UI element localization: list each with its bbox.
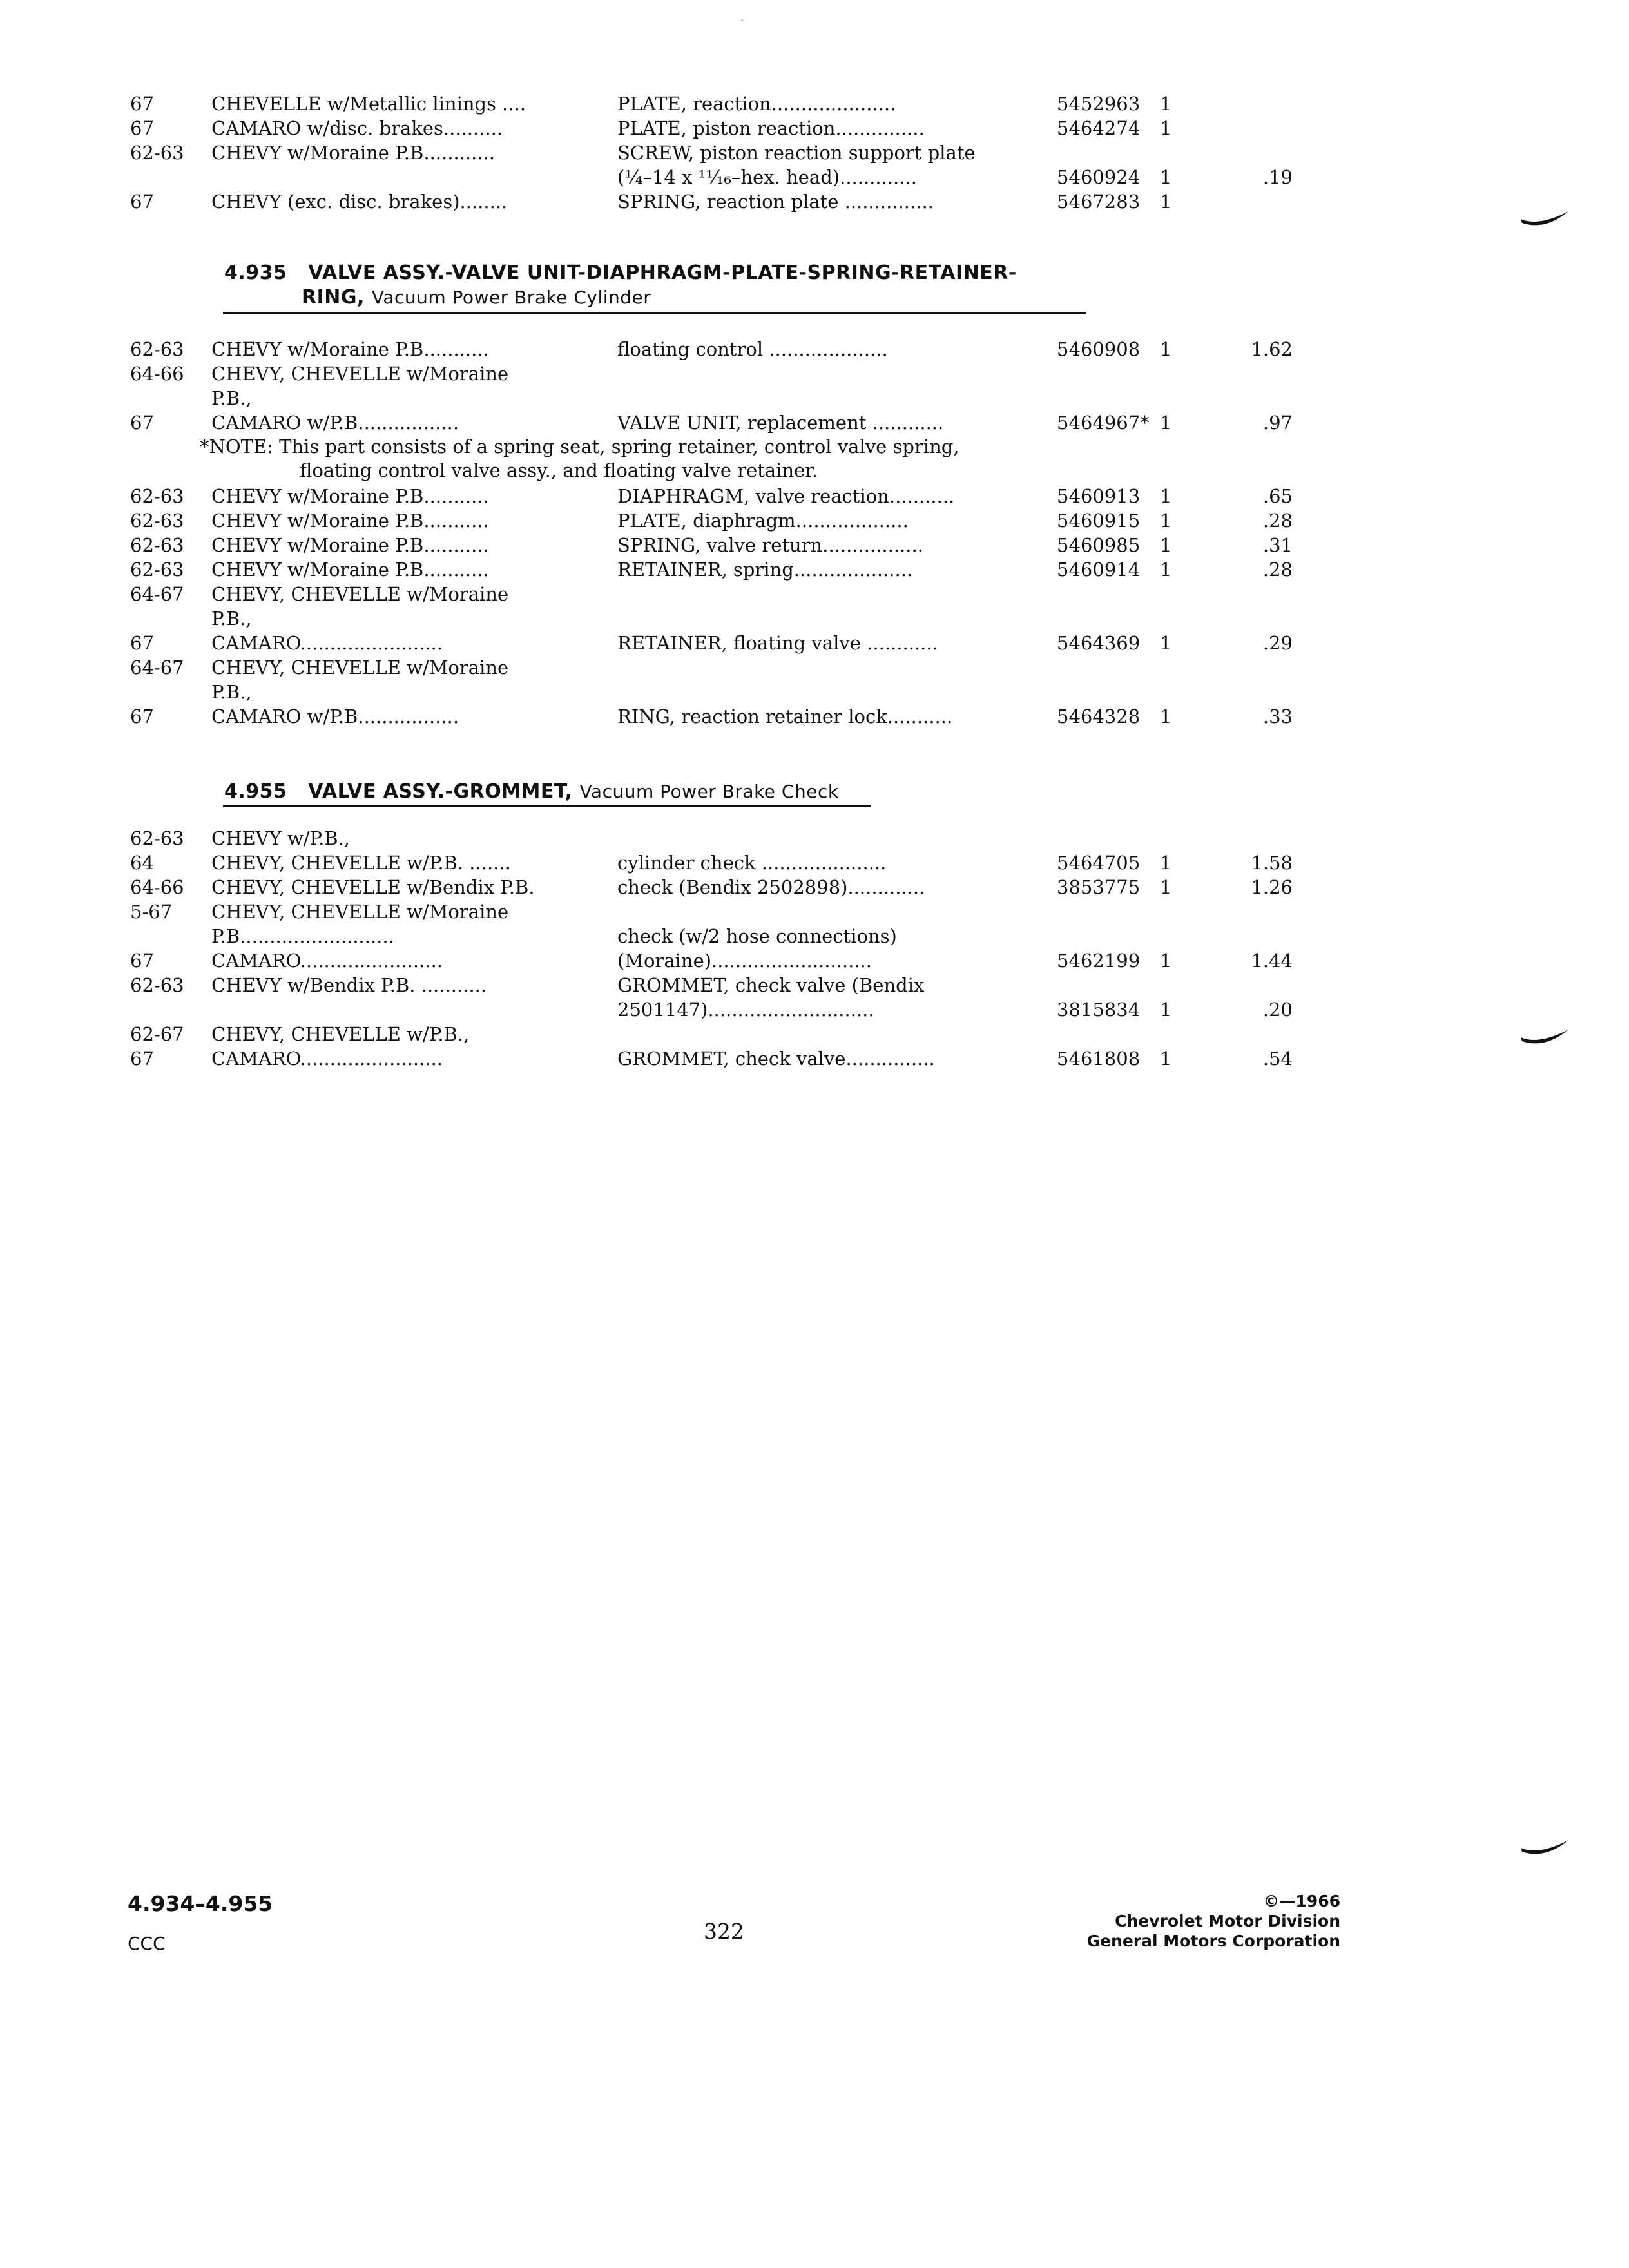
table-row — [0, 680, 1629, 704]
application-cell: CHEVY, CHEVELLE w/Moraine — [211, 657, 509, 678]
part-number-cell: 5464705 — [1057, 852, 1141, 874]
quantity-cell: 1 — [1160, 191, 1172, 213]
table-row — [0, 997, 1629, 1022]
quantity-cell: 1 — [1160, 412, 1172, 434]
year-cell: 64-66 — [130, 876, 184, 898]
price-cell: .20 — [1262, 999, 1293, 1021]
application-cell: CHEVY w/Moraine P.B........... — [211, 338, 489, 360]
quantity-cell: 1 — [1160, 632, 1172, 654]
table-row — [0, 91, 1629, 116]
part-number-cell: 5464274 — [1057, 117, 1141, 139]
table-row — [0, 361, 1629, 386]
quantity-cell: 1 — [1160, 166, 1172, 188]
parts-list-4935-a — [0, 337, 1629, 435]
part-number-cell: 5460913 — [1057, 485, 1141, 507]
parts-list-4935-b — [0, 484, 1629, 729]
table-row — [0, 875, 1629, 899]
year-cell: 62-63 — [130, 827, 184, 849]
table-row — [0, 410, 1629, 435]
description-cell: SPRING, reaction plate ............... — [617, 191, 934, 213]
table-row — [0, 386, 1629, 410]
year-cell: 67 — [130, 632, 154, 654]
part-number-cell: 5467283 — [1057, 191, 1141, 213]
price-cell: .33 — [1262, 706, 1293, 727]
note-text — [200, 435, 959, 483]
part-number-cell: 5460914 — [1057, 559, 1141, 581]
corporation-line: General Motors Corporation — [1086, 1932, 1340, 1950]
application-cell: CHEVY w/Moraine P.B........... — [211, 510, 489, 532]
year-cell: 62-63 — [130, 534, 184, 556]
description-cell: (Moraine)........................... — [617, 950, 872, 972]
quantity-cell: 1 — [1160, 999, 1172, 1021]
section-title-subtitle: Vacuum Power Brake Check — [579, 781, 839, 802]
application-cell: CHEVY w/Moraine P.B........... — [211, 534, 489, 556]
description-cell: RING, reaction retainer lock........... — [617, 706, 953, 727]
description-cell: VALVE UNIT, replacement ............ — [617, 412, 944, 434]
quantity-cell: 1 — [1160, 706, 1172, 727]
table-row — [0, 1046, 1629, 1071]
application-cell: CAMARO w/disc. brakes.......... — [211, 117, 503, 139]
year-cell: 64-66 — [130, 363, 184, 385]
section-heading-4955 — [224, 780, 839, 804]
description-cell: floating control .................... — [617, 338, 888, 360]
part-number-cell: 3853775 — [1057, 876, 1141, 898]
application-cell: CHEVY w/Moraine P.B........... — [211, 485, 489, 507]
price-cell: .28 — [1262, 510, 1293, 532]
part-number-cell: 5460915 — [1057, 510, 1141, 532]
section-title-line2: RING, — [302, 286, 365, 309]
description-cell: GROMMET, check valve............... — [617, 1048, 935, 1070]
application-cell: CHEVY (exc. disc. brakes)........ — [211, 191, 508, 213]
application-cell: CHEVELLE w/Metallic linings .... — [211, 93, 526, 115]
year-cell: 67 — [130, 412, 154, 434]
price-cell: 1.58 — [1251, 852, 1293, 874]
part-number-cell: 5462199 — [1057, 950, 1141, 972]
price-cell: .54 — [1262, 1048, 1293, 1070]
section-rule-4955 — [223, 805, 871, 807]
application-cell: P.B., — [211, 681, 252, 703]
year-cell: 67 — [130, 117, 154, 139]
footer-copyright-block — [1087, 1891, 1340, 1951]
description-cell: check (w/2 hose connections) — [617, 925, 897, 947]
application-cell: P.B., — [211, 387, 252, 409]
application-cell: CHEVY, CHEVELLE w/P.B. ....... — [211, 852, 511, 874]
part-number-cell: 5460908 — [1057, 338, 1141, 360]
part-number-cell: 5464369 — [1057, 632, 1141, 654]
year-cell: 64-67 — [130, 657, 184, 678]
year-cell: 62-63 — [130, 485, 184, 507]
year-cell: 62-63 — [130, 510, 184, 532]
copyright-line: ©—1966 — [1263, 1892, 1340, 1910]
price-cell: .31 — [1262, 534, 1293, 556]
section-title-line1: VALVE ASSY.-VALVE UNIT-DIAPHRAGM-PLATE-SPRING-RETAINER- — [308, 262, 1017, 284]
section-heading-4935-line2 — [302, 285, 651, 310]
quantity-cell: 1 — [1160, 1048, 1172, 1070]
part-number-cell: 5460985 — [1057, 534, 1141, 556]
description-cell: RETAINER, spring.................... — [617, 559, 913, 581]
division-line: Chevrolet Motor Division — [1115, 1912, 1340, 1930]
description-cell: (¼–14 x ¹¹⁄₁₆–hex. head)............. — [617, 166, 917, 188]
quantity-cell: 1 — [1160, 117, 1172, 139]
table-row — [0, 631, 1629, 655]
description-cell: GROMMET, check valve (Bendix — [617, 974, 925, 996]
price-cell: 1.62 — [1251, 338, 1293, 360]
quantity-cell: 1 — [1160, 485, 1172, 507]
scan-speck — [741, 19, 743, 21]
table-row — [0, 582, 1629, 606]
table-row — [0, 337, 1629, 361]
quantity-cell: 1 — [1160, 93, 1172, 115]
table-row — [0, 140, 1629, 165]
quantity-cell: 1 — [1160, 338, 1172, 360]
part-number-cell: 5461808 — [1057, 1048, 1141, 1070]
application-cell: CHEVY w/Moraine P.B........... — [211, 559, 489, 581]
page-number: 322 — [704, 1919, 744, 1944]
table-row — [0, 948, 1629, 973]
table-row — [0, 189, 1629, 214]
section-number: 4.955 — [224, 780, 287, 803]
description-cell: PLATE, reaction..................... — [617, 93, 896, 115]
table-row — [0, 850, 1629, 875]
section-number: 4.935 — [224, 262, 287, 284]
year-cell: 64-67 — [130, 583, 184, 605]
section-title: VALVE ASSY.-GROMMET, — [308, 780, 573, 803]
table-row — [0, 116, 1629, 140]
application-cell: CAMARO........................ — [211, 1048, 443, 1070]
footer-section-range: 4.934–4.955 — [128, 1891, 273, 1916]
description-cell: SCREW, piston reaction support plate — [617, 142, 976, 164]
year-cell: 67 — [130, 950, 154, 972]
year-cell: 62-63 — [130, 338, 184, 360]
year-cell: 5-67 — [130, 901, 173, 923]
application-cell: CHEVY w/P.B., — [211, 827, 351, 849]
description-cell: 2501147)............................ — [617, 999, 874, 1021]
price-cell: .28 — [1262, 559, 1293, 581]
table-row — [0, 533, 1629, 557]
part-number-cell: 5452963 — [1057, 93, 1141, 115]
year-cell: 67 — [130, 191, 154, 213]
note-line-1: *NOTE: This part consists of a spring seat, spring retainer, control valve spring, — [200, 436, 959, 457]
application-cell: CAMARO w/P.B................. — [211, 412, 459, 434]
table-row — [0, 704, 1629, 729]
quantity-cell: 1 — [1160, 950, 1172, 972]
application-cell: CHEVY, CHEVELLE w/Moraine — [211, 583, 509, 605]
quantity-cell: 1 — [1160, 852, 1172, 874]
table-row — [0, 1022, 1629, 1046]
year-cell: 62-67 — [130, 1023, 184, 1045]
application-cell: CAMARO........................ — [211, 950, 443, 972]
price-cell: .65 — [1262, 485, 1293, 507]
year-cell: 67 — [130, 706, 154, 727]
year-cell: 62-63 — [130, 559, 184, 581]
table-row — [0, 557, 1629, 582]
application-cell: CAMARO........................ — [211, 632, 443, 654]
price-cell: .29 — [1262, 632, 1293, 654]
application-cell: CAMARO w/P.B................. — [211, 706, 459, 727]
table-row — [0, 655, 1629, 680]
description-cell: PLATE, diaphragm................... — [617, 510, 909, 532]
table-row — [0, 484, 1629, 508]
table-row — [0, 899, 1629, 924]
price-cell: 1.44 — [1251, 950, 1293, 972]
table-row — [0, 924, 1629, 948]
top-parts-list — [0, 91, 1629, 214]
margin-mark-3 — [1519, 1836, 1571, 1862]
price-cell: .97 — [1262, 412, 1293, 434]
year-cell: 62-63 — [130, 142, 184, 164]
application-cell: CHEVY w/Moraine P.B............ — [211, 142, 495, 164]
parts-list-4955 — [0, 826, 1629, 1071]
description-cell: RETAINER, floating valve ............ — [617, 632, 938, 654]
table-row — [0, 165, 1629, 189]
year-cell: 67 — [130, 1048, 154, 1070]
part-number-cell: 5464967* — [1057, 412, 1150, 434]
year-cell: 67 — [130, 93, 154, 115]
application-cell: P.B.......................... — [211, 925, 394, 947]
description-cell: SPRING, valve return................. — [617, 534, 923, 556]
description-cell: check (Bendix 2502898)............. — [617, 876, 925, 898]
table-row — [0, 826, 1629, 850]
description-cell: PLATE, piston reaction............... — [617, 117, 925, 139]
application-cell: CHEVY, CHEVELLE w/Moraine — [211, 901, 509, 923]
section-title-subtitle: Vacuum Power Brake Cylinder — [371, 287, 651, 308]
description-cell: DIAPHRAGM, valve reaction........... — [617, 485, 955, 507]
footer-code: CCC — [128, 1933, 166, 1954]
quantity-cell: 1 — [1160, 559, 1172, 581]
quantity-cell: 1 — [1160, 510, 1172, 532]
margin-mark-1 — [1519, 207, 1571, 233]
application-cell: CHEVY w/Bendix P.B. ........... — [211, 974, 487, 996]
price-cell: .19 — [1262, 166, 1293, 188]
application-cell: CHEVY, CHEVELLE w/P.B., — [211, 1023, 470, 1045]
price-cell: 1.26 — [1251, 876, 1293, 898]
section-heading-4935 — [224, 261, 1017, 285]
year-cell: 62-63 — [130, 974, 184, 996]
part-number-cell: 3815834 — [1057, 999, 1141, 1021]
description-cell: cylinder check ..................... — [617, 852, 887, 874]
table-row — [0, 973, 1629, 997]
year-cell: 64 — [130, 852, 154, 874]
part-number-cell: 5460924 — [1057, 166, 1141, 188]
section-rule-4935 — [223, 312, 1086, 314]
application-cell: CHEVY, CHEVELLE w/Bendix P.B. — [211, 876, 535, 898]
application-cell: CHEVY, CHEVELLE w/Moraine — [211, 363, 509, 385]
quantity-cell: 1 — [1160, 876, 1172, 898]
part-number-cell: 5464328 — [1057, 706, 1141, 727]
note-line-2: floating control valve assy., and floating valve retainer. — [300, 459, 818, 481]
table-row — [0, 508, 1629, 533]
table-row — [0, 606, 1629, 631]
margin-mark-2 — [1519, 1026, 1571, 1052]
quantity-cell: 1 — [1160, 534, 1172, 556]
application-cell: P.B., — [211, 608, 252, 629]
